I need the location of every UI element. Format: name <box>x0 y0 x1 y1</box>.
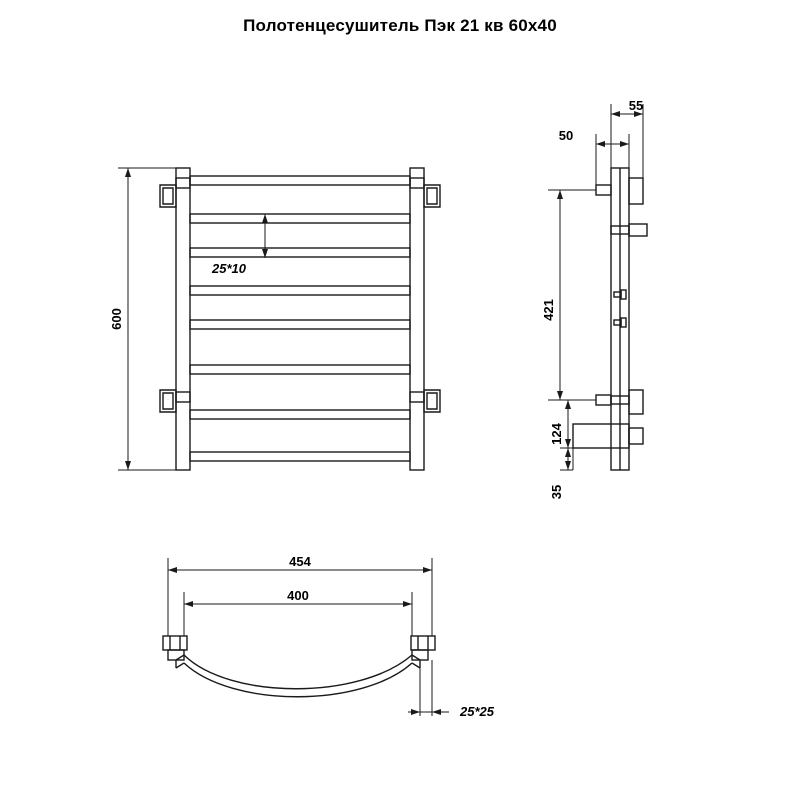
front-dimension-600 <box>118 168 176 470</box>
top-dimension-454-label: 454 <box>289 554 311 569</box>
top-view-geometry <box>163 636 435 697</box>
side-dimension-50-label: 50 <box>558 128 574 143</box>
side-dimension-35-label: 35 <box>549 484 564 500</box>
side-view-geometry <box>573 168 647 470</box>
top-annotation-leader <box>408 660 449 716</box>
front-annotation-25x10-label: 25*10 <box>212 261 246 276</box>
front-dimension-600-label: 600 <box>109 308 124 330</box>
side-dimension-50 <box>596 134 629 185</box>
front-annotation-leader <box>262 214 268 258</box>
top-annotation-25x25-label: 25*25 <box>460 704 494 719</box>
side-dimension-55 <box>611 104 643 178</box>
side-dimension-421 <box>548 190 596 400</box>
top-dimension-400-label: 400 <box>287 588 309 603</box>
side-dimension-421-label: 421 <box>541 299 556 321</box>
side-dimension-124-label: 124 <box>549 423 564 445</box>
front-view-geometry <box>160 168 440 470</box>
side-dimension-55-label: 55 <box>628 98 644 113</box>
page-title: Полотенцесушитель Пэк 21 кв 60x40 <box>243 16 557 35</box>
